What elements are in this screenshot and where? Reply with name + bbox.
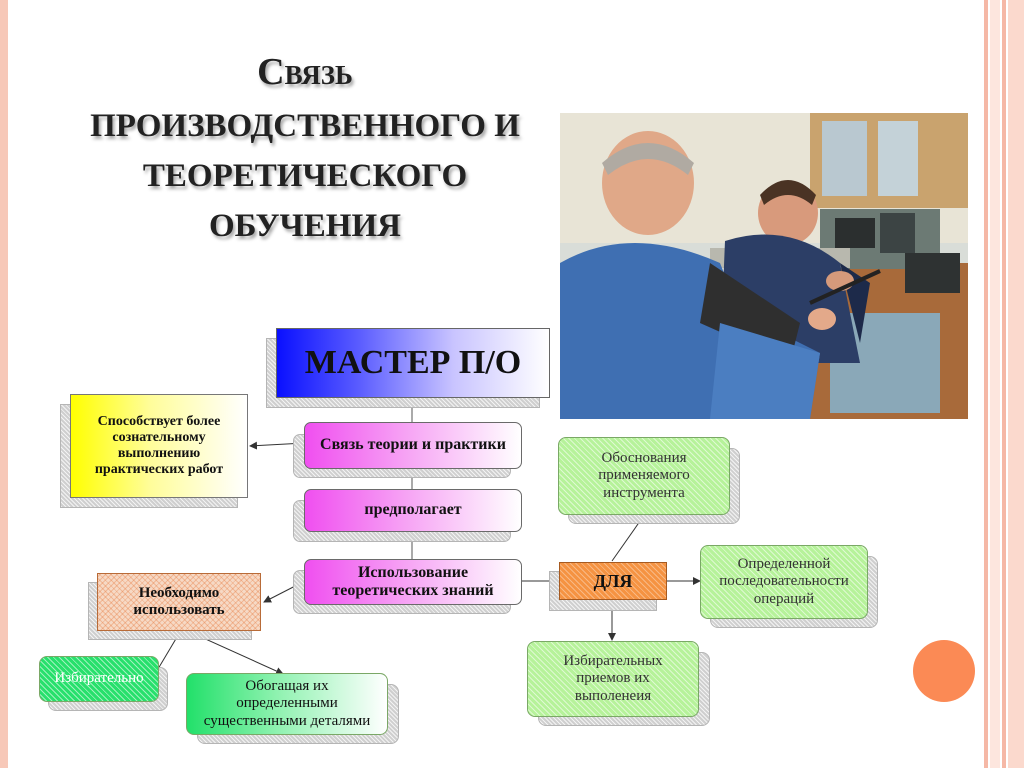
sequence-box: Определенной последовательности операций (700, 545, 868, 619)
for-box: ДЛЯ (559, 562, 667, 600)
use-box: Использование теоретических знаний (304, 559, 522, 605)
title-line-1: Связь (257, 51, 353, 93)
enriching-box: Обогащая их определенными существенными деталями (186, 673, 388, 735)
methods-box: Избирательных приемов их выполенеия (527, 641, 699, 717)
decor-circle (913, 640, 975, 702)
assumes-box: предполагает (304, 489, 522, 532)
title-line-4: ОБУЧЕНИЯ (209, 208, 401, 244)
promotes-box: Способствует более сознательному выполнению практических работ (70, 394, 248, 498)
necessary-box: Необходимо использовать (97, 573, 261, 631)
master-box: МАСТЕР П/О (276, 328, 550, 398)
title-line-3: ТЕОРЕТИЧЕСКОГО (142, 158, 468, 194)
title-line-2: ПРОИЗВОДСТВЕННОГО И (90, 108, 520, 144)
link-box: Связь теории и практики (304, 422, 522, 469)
selectively-box: Избирательно (39, 656, 159, 702)
justification-box: Обоснования применяемого инструмента (558, 437, 730, 515)
